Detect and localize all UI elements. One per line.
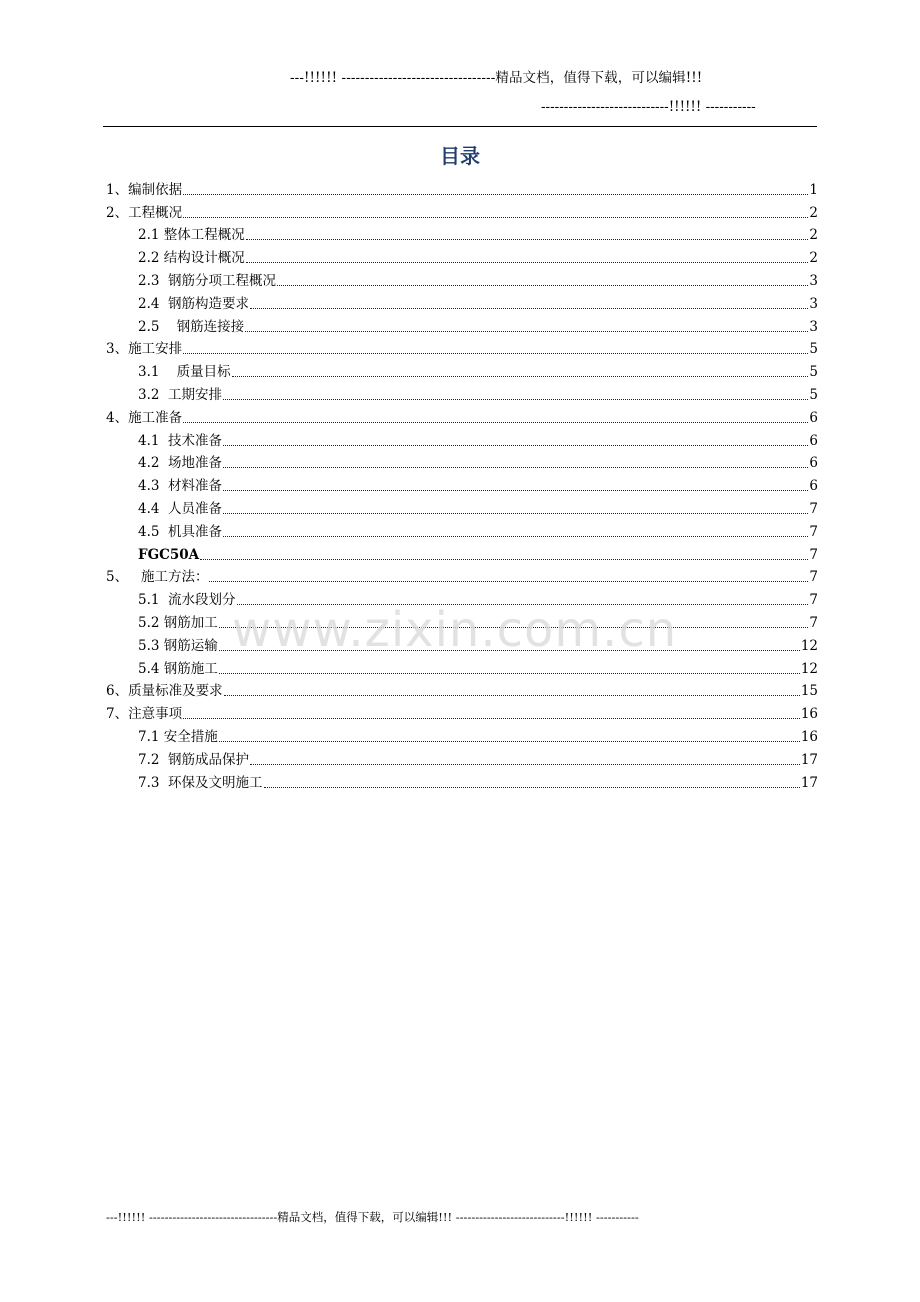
toc-dot-leader	[223, 445, 808, 446]
footer-text: ---!!!!!! ---------------------------------精品文档，值得下载，可以编辑!!! ----------------------------!!!!!! -----------	[106, 1210, 639, 1224]
toc-dot-leader	[223, 490, 808, 491]
toc-entry-label: 4.1 技术准备	[138, 432, 223, 449]
toc-entry[interactable]	[106, 768, 818, 791]
toc-dot-leader	[183, 194, 808, 195]
toc-entry[interactable]	[106, 517, 818, 540]
toc-entry-label: 1、编制依据	[106, 181, 183, 198]
toc-entry-label: 6、质量标准及要求	[106, 683, 223, 700]
toc-entry-page-number: 5	[809, 341, 818, 358]
toc-entry-page-number: 5	[809, 386, 818, 403]
toc-entry[interactable]	[106, 699, 818, 722]
toc-entry-page-number: 16	[800, 728, 818, 745]
toc-entry-page-number: 7	[809, 592, 818, 609]
toc-entry-label: 7.2 钢筋成品保护	[138, 751, 250, 768]
toc-entry[interactable]	[106, 677, 818, 700]
toc-entry-label: 4.4 人员准备	[138, 500, 223, 517]
toc-entry-label: 2.1 整体工程概况	[138, 227, 245, 244]
toc-entry-page-number: 6	[809, 478, 818, 495]
toc-dot-leader	[219, 673, 800, 674]
header-text-line1: ---!!!!!! ---------------------------------精品文档，值得下载，可以编辑!!!	[290, 70, 703, 86]
toc-entry-label: 3、施工安排	[106, 341, 183, 358]
toc-entry[interactable]	[106, 243, 818, 266]
toc-entry[interactable]	[106, 335, 818, 358]
toc-entry[interactable]	[106, 471, 818, 494]
toc-entry-page-number: 7	[809, 500, 818, 517]
toc-entry[interactable]	[106, 221, 818, 244]
toc-entry-page-number: 15	[800, 683, 818, 700]
toc-dot-leader	[246, 262, 809, 263]
toc-dot-leader	[223, 513, 808, 514]
toc-entry-label: 5.1 流水段划分	[138, 592, 236, 609]
toc-dot-leader	[183, 422, 808, 423]
toc-entry-page-number: 7	[809, 569, 818, 586]
toc-entry-label: 2.3 钢筋分项工程概况	[138, 272, 277, 289]
toc-entry[interactable]	[106, 312, 818, 335]
toc-entry-label: 2.4 钢筋构造要求	[138, 295, 250, 312]
toc-dot-leader	[223, 399, 808, 400]
toc-entry[interactable]	[106, 745, 818, 768]
toc-entry-page-number: 17	[800, 751, 818, 768]
toc-entry-label: 5.4 钢筋施工	[138, 660, 218, 677]
toc-entry-page-number: 6	[809, 432, 818, 449]
toc-entry-page-number: 1	[809, 181, 818, 198]
toc-dot-leader	[224, 695, 800, 696]
toc-entry[interactable]	[106, 403, 818, 426]
toc-entry-page-number: 2	[809, 250, 818, 267]
toc-entry-label: 4.2 场地准备	[138, 455, 223, 472]
toc-entry-label: 7.1 安全措施	[138, 728, 218, 745]
toc-entry[interactable]	[106, 357, 818, 380]
toc-dot-leader	[183, 718, 800, 719]
toc-entry-label: 4、施工准备	[106, 409, 183, 426]
toc-entry[interactable]	[106, 198, 818, 221]
toc-entry[interactable]	[106, 449, 818, 472]
toc-dot-leader	[246, 239, 809, 240]
toc-entry-label: 5、 施工方法：	[106, 569, 209, 586]
toc-dot-leader	[223, 467, 808, 468]
toc-entry-page-number: 6	[809, 409, 818, 426]
toc-entry-label: 7、注意事项	[106, 706, 183, 723]
toc-entry[interactable]	[106, 380, 818, 403]
toc-entry[interactable]	[106, 563, 818, 586]
toc-dot-leader	[223, 536, 808, 537]
toc-entry-page-number: 7	[809, 523, 818, 540]
toc-entry-label: FGC50A	[138, 546, 200, 563]
toc-entry-label: 7.3 环保及文明施工	[138, 774, 263, 791]
toc-entry-label: 3.1 质量目标	[138, 364, 231, 381]
header-divider	[103, 126, 817, 127]
toc-entry-page-number: 16	[800, 706, 818, 723]
toc-entry-page-number: 7	[809, 546, 818, 563]
toc-dot-leader	[277, 285, 808, 286]
toc-entry-page-number: 5	[809, 364, 818, 381]
toc-dot-leader	[209, 581, 808, 582]
toc-dot-leader	[250, 308, 808, 309]
toc-entry-page-number: 12	[800, 637, 818, 654]
toc-dot-leader	[232, 376, 809, 377]
toc-entry-page-number: 3	[809, 318, 818, 335]
toc-entry-label: 2.2 结构设计概况	[138, 250, 245, 267]
toc-entry-page-number: 2	[809, 204, 818, 221]
toc-dot-leader	[250, 764, 800, 765]
toc-dot-leader	[183, 217, 808, 218]
toc-dot-leader	[245, 331, 808, 332]
watermark: www.zixin.com.cn	[232, 602, 678, 658]
toc-entry[interactable]	[106, 289, 818, 312]
toc-entry[interactable]	[106, 266, 818, 289]
table-of-contents	[106, 175, 818, 791]
toc-entry-page-number: 17	[800, 774, 818, 791]
toc-entry[interactable]	[106, 722, 818, 745]
toc-entry[interactable]	[106, 540, 818, 563]
toc-entry-page-number: 2	[809, 227, 818, 244]
toc-entry-label: 4.3 材料准备	[138, 478, 223, 495]
toc-entry-label: 5.2 钢筋加工	[138, 614, 218, 631]
toc-entry-page-number: 12	[800, 660, 818, 677]
toc-entry-label: 2、工程概况	[106, 204, 183, 221]
toc-dot-leader	[219, 741, 800, 742]
toc-dot-leader	[264, 787, 800, 788]
toc-entry-label: 3.2 工期安排	[138, 386, 223, 403]
toc-entry-page-number: 6	[809, 455, 818, 472]
toc-entry[interactable]	[106, 494, 818, 517]
toc-title: 目录	[440, 144, 480, 168]
toc-entry-label: 5.3 钢筋运输	[138, 637, 218, 654]
toc-dot-leader	[183, 353, 808, 354]
toc-entry[interactable]	[106, 175, 818, 198]
toc-dot-leader	[200, 559, 808, 560]
toc-entry-label: 4.5 机具准备	[138, 523, 223, 540]
header-text-line2: ----------------------------!!!!!! -----------	[541, 99, 756, 115]
toc-entry-page-number: 7	[809, 614, 818, 631]
toc-entry[interactable]	[106, 426, 818, 449]
toc-entry-page-number: 3	[809, 295, 818, 312]
toc-entry-page-number: 3	[809, 272, 818, 289]
toc-entry-label: 2.5 钢筋连接接	[138, 318, 245, 335]
